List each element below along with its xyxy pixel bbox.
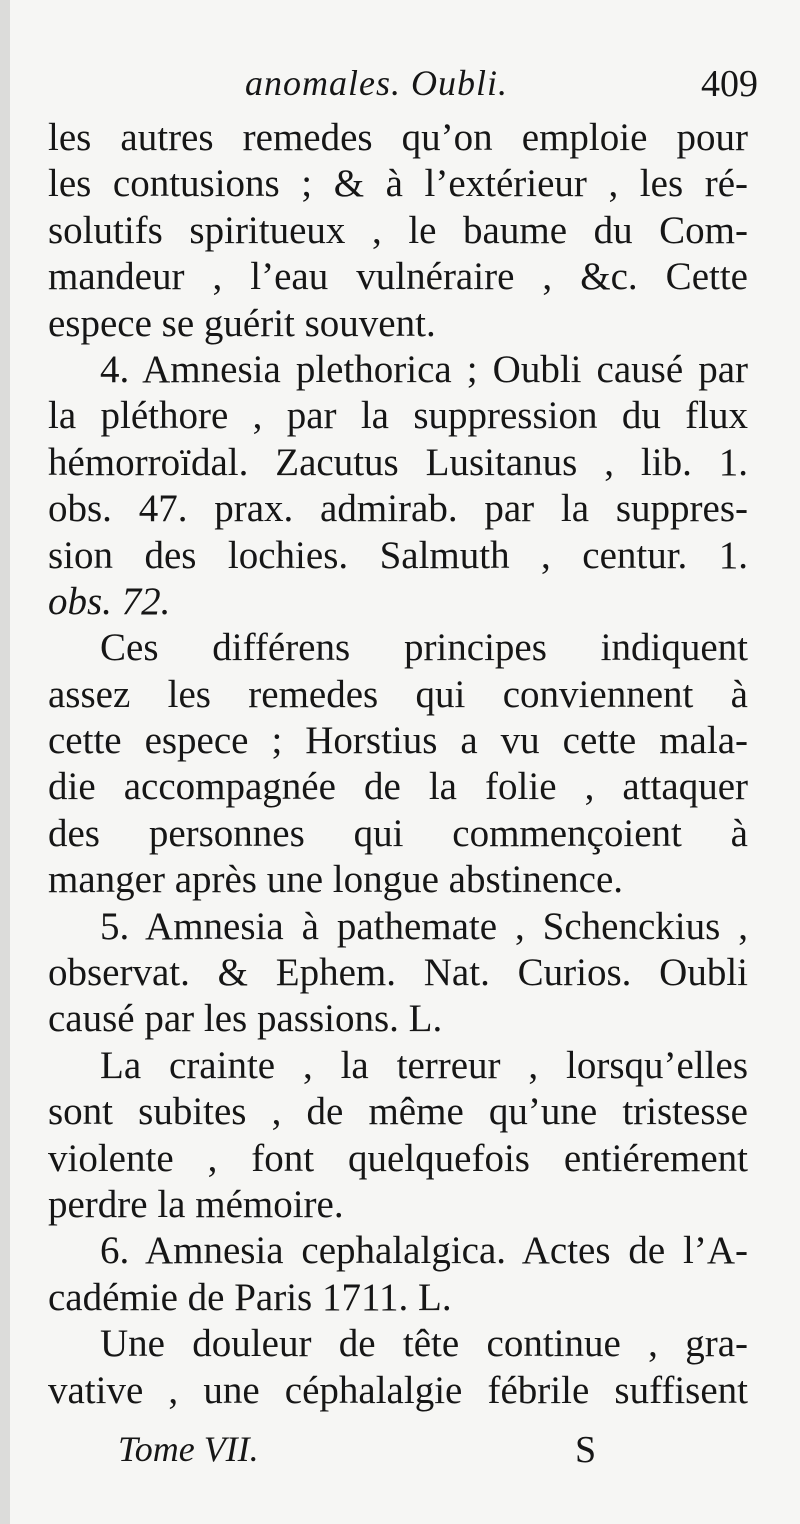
text-line-content: Une douleur de tête continue , gra- bbox=[100, 1322, 748, 1366]
text-line bbox=[48, 1321, 748, 1367]
text-line-content: violente , font quelquefois entiérement bbox=[48, 1136, 748, 1180]
text-line-content: 4. Amnesia plethorica ; Oubli causé par bbox=[100, 347, 748, 391]
text-line bbox=[48, 1136, 748, 1182]
text-line bbox=[48, 579, 748, 625]
text-line-content: espece se guérit souvent. bbox=[48, 301, 436, 345]
text-line-content: hémorroïdal. Zacutus Lusitanus , lib. 1. bbox=[48, 440, 748, 484]
page-number: 409 bbox=[701, 63, 758, 105]
binding-edge bbox=[0, 0, 10, 1524]
text-line-content: La crainte , la terreur , lorsqu’elles bbox=[100, 1043, 748, 1087]
text-line-content: les contusions ; & à l’extérieur , les ré- bbox=[48, 162, 748, 206]
text-line-content: mandeur , l’eau vulnéraire , &c. Cette bbox=[48, 255, 748, 299]
text-line bbox=[48, 811, 748, 857]
text-line-content: les autres remedes qu’on emploie pour bbox=[48, 116, 748, 159]
text-line-content: 6. Amnesia cephalalgica. Actes de l’A- bbox=[100, 1229, 748, 1273]
text-line-content: perdre la mémoire. bbox=[48, 1182, 344, 1226]
text-line bbox=[48, 1368, 748, 1414]
text-line bbox=[48, 1182, 748, 1228]
text-line-content: la pléthore , par la suppression du flux bbox=[48, 394, 748, 438]
text-line bbox=[48, 718, 748, 764]
page-header bbox=[40, 62, 760, 112]
text-line bbox=[48, 393, 748, 439]
text-line bbox=[48, 301, 748, 347]
text-line bbox=[48, 1043, 748, 1089]
page-body bbox=[48, 115, 748, 1414]
text-line bbox=[48, 857, 748, 903]
text-line bbox=[48, 904, 748, 950]
text-line bbox=[48, 1228, 748, 1274]
text-line bbox=[48, 1089, 748, 1135]
signature-mark: S bbox=[575, 1429, 597, 1471]
text-line-content: die accompagnée de la folie , attaquer bbox=[48, 765, 748, 809]
text-line bbox=[48, 347, 748, 393]
text-line bbox=[48, 486, 748, 532]
text-line bbox=[48, 672, 748, 718]
text-line-content: sont subites , de même qu’une tristesse bbox=[48, 1090, 748, 1134]
text-line-content: manger après une longue abstinence. bbox=[48, 858, 624, 902]
text-line-content: obs. 47. prax. admirab. par la suppres- bbox=[48, 487, 748, 531]
page-footer bbox=[40, 1428, 760, 1478]
text-line bbox=[48, 764, 748, 810]
text-line bbox=[48, 625, 748, 671]
text-line bbox=[48, 533, 748, 579]
text-line-content: des personnes qui commençoient à bbox=[48, 811, 748, 855]
text-line-content: sion des lochies. Salmuth , centur. 1. bbox=[48, 533, 748, 577]
text-line-content: 5. Amnesia à pathemate , Schenckius , bbox=[100, 904, 748, 948]
text-line-content: assez les remedes qui conviennent à bbox=[48, 672, 748, 716]
text-line bbox=[48, 440, 748, 486]
text-line-content: vative , une céphalalgie fébrile suffisent bbox=[48, 1368, 748, 1412]
running-title: anomales. Oubli. bbox=[245, 63, 508, 103]
text-line bbox=[48, 161, 748, 207]
text-line-content: observat. & Ephem. Nat. Curios. Oubli bbox=[48, 951, 748, 995]
text-line bbox=[48, 950, 748, 996]
text-line-content: cette espece ; Horstius a vu cette mala- bbox=[48, 719, 748, 763]
text-line-content: Ces différens principes indiquent bbox=[100, 626, 748, 670]
text-line bbox=[48, 254, 748, 300]
text-line bbox=[48, 115, 748, 161]
text-line bbox=[48, 1275, 748, 1321]
volume-label: Tome VII. bbox=[118, 1429, 259, 1469]
text-line bbox=[48, 208, 748, 254]
text-line-content: causé par les passions. L. bbox=[48, 997, 443, 1041]
text-line-content: obs. 72. bbox=[48, 579, 171, 623]
text-line-content: cadémie de Paris 1711. L. bbox=[48, 1275, 452, 1319]
text-line-content: solutifs spiritueux , le baume du Com- bbox=[48, 208, 748, 252]
text-line bbox=[48, 996, 748, 1042]
